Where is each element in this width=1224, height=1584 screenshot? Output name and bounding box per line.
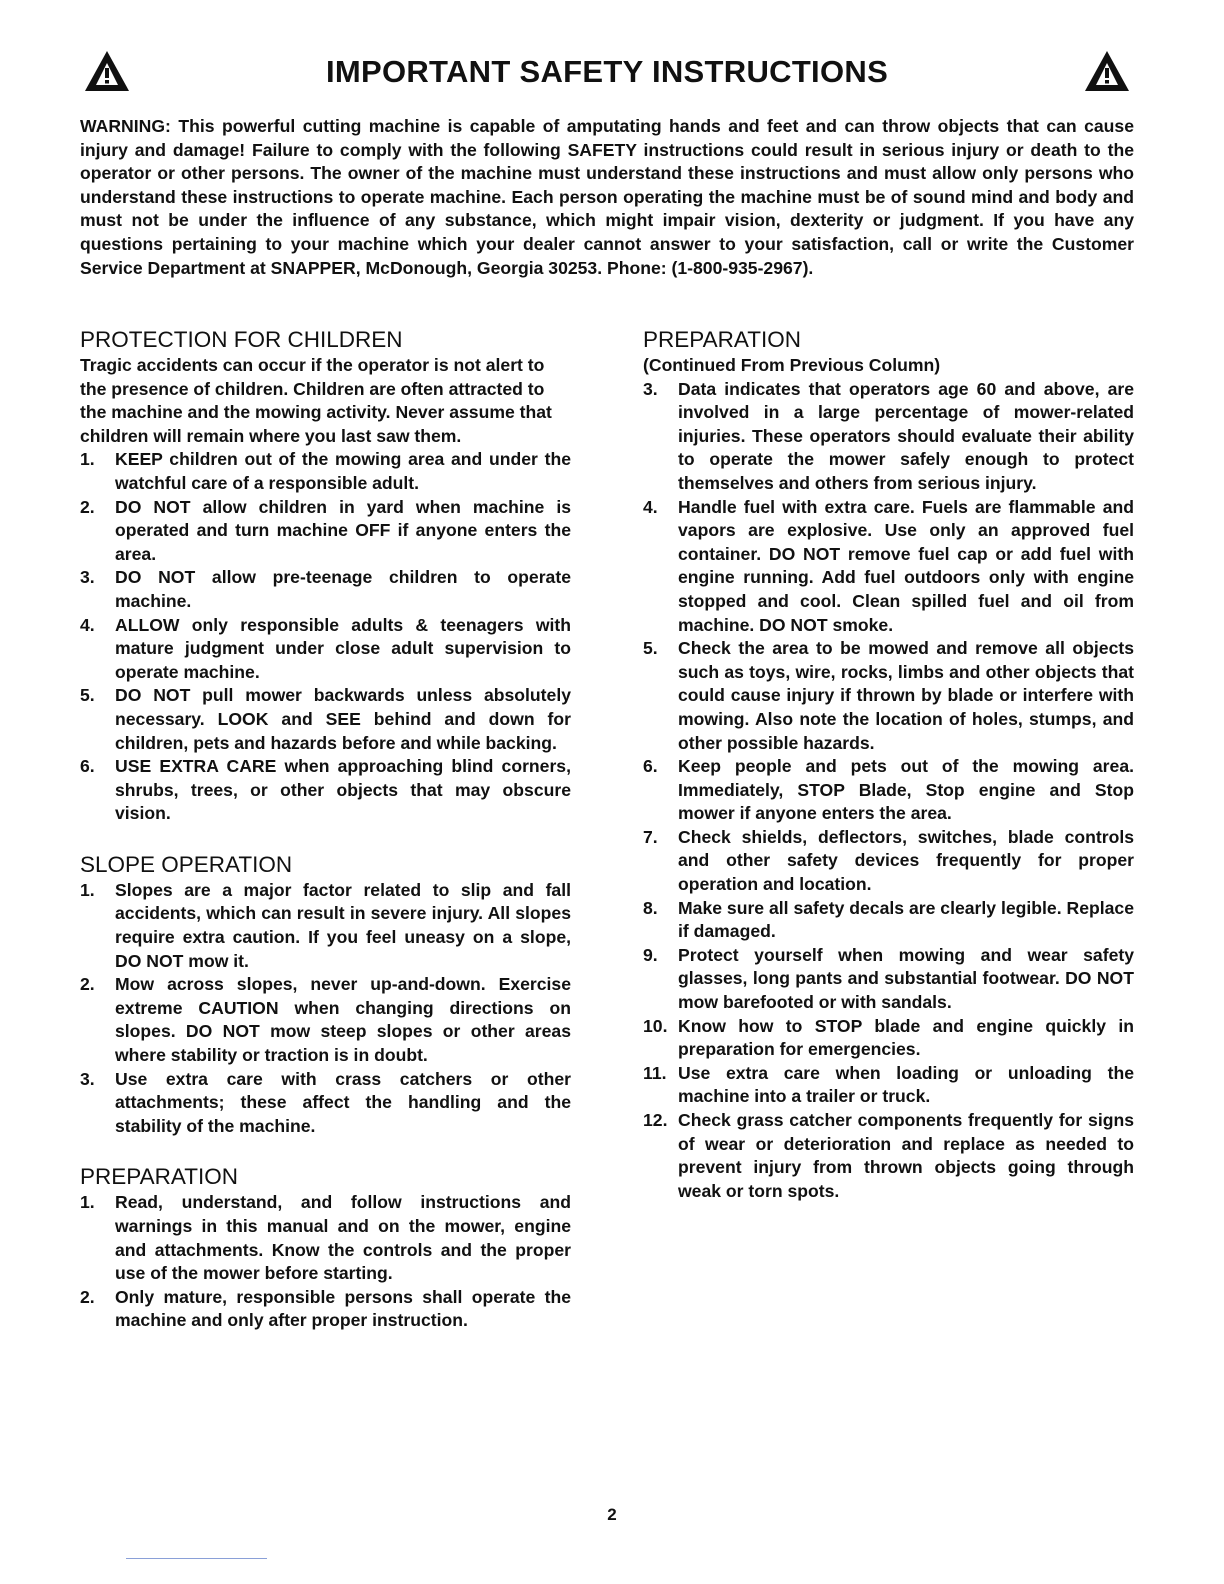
list-item: 3. DO NOT allow pre-teenage children to operate machine.	[80, 567, 571, 611]
list-item: 7. Check shields, deflectors, switches, blade controls and other safety devices frequently for proper operation and location.	[643, 826, 1134, 895]
list-item: 8. Make sure all safety decals are clearly legible. Replace if damaged.	[643, 897, 1134, 942]
footer-rule	[126, 1558, 267, 1559]
warning-triangle-icon	[1084, 50, 1130, 92]
list-item: 4. ALLOW only responsible adults & teenagers with mature judgment under close adult supervision to operate machine.	[80, 614, 571, 682]
preparation-list	[80, 1191, 571, 1333]
list-item: 12. Check grass catcher components frequently for signs of wear or deterioration and replace as needed to prevent injury from thrown objects going through weak or torn spots.	[643, 1110, 1134, 1201]
list-item: 10. Know how to STOP blade and engine quickly in preparation for emergencies.	[643, 1015, 1134, 1060]
page-number: 2	[607, 1505, 617, 1524]
left-column	[80, 326, 571, 1358]
protection-section	[80, 326, 571, 826]
list-item: 6. USE EXTRA CARE when approaching blind corners, shrubs, trees, or other objects that may obscure vision.	[80, 756, 571, 824]
list-item: 4. Handle fuel with extra care. Fuels are flammable and vapors are explosive. Use only an approved fuel container. DO NOT remove fuel cap or add fuel with engine running. Add fuel outdoors only with engine stopped and cool. Clean spilled fuel and oil from machine. DO NOT smoke.	[643, 496, 1134, 635]
list-item: 1. Slopes are a major factor related to slip and fall accidents, which can result in severe injury. All slopes require extra caution. If you feel uneasy on a slope, DO NOT mow it.	[80, 879, 571, 971]
page-title: IMPORTANT SAFETY INSTRUCTIONS	[325, 54, 889, 89]
list-item: 5. Check the area to be mowed and remove all objects such as toys, wire, rocks, limbs and other objects that could cause injury if thrown by blade or interfere with mowing. Also note the location of holes, stumps, and other possible hazards.	[643, 638, 1134, 753]
list-item: 5. DO NOT pull mower backwards unless absolutely necessary. LOOK and SEE behind and down for children, pets and hazards before and while backing.	[80, 685, 571, 753]
right-column	[643, 326, 1134, 1228]
preparation-section	[80, 1163, 571, 1333]
slope-section	[80, 851, 571, 1139]
preparation-continued-list	[643, 378, 1134, 1204]
slope-list	[80, 879, 571, 1139]
protection-heading: PROTECTION FOR CHILDREN	[80, 327, 403, 352]
continued-note: (Continued From Previous Column)	[643, 355, 941, 375]
warning-intro: WARNING: This powerful cutting machine is capable of amputating hands and feet and can throw objects that can cause injury and damage! Failure to comply with the following SAFETY instructions could result in serious injury or death to the operator or other persons. The owner of the machine must understand these instructions and must allow only persons who understand these instructions to operate machine. Each person operating the machine must be of sound mind and body and must not be under the influence of any substance, which might impair vision, dexterity or judgment. If you have any questions pertaining to your machine which your dealer cannot answer to your satisfaction, call or write the Customer Service Department at SNAPPER, McDonough, Georgia 30253. Phone: (1-800-935-2967).	[80, 116, 1134, 278]
preparation-continued-section	[643, 326, 1134, 1203]
list-item: 2. Only mature, responsible persons shall operate the machine and only after proper instruction.	[80, 1286, 571, 1331]
preparation-heading: PREPARATION	[80, 1164, 238, 1190]
preparation-continued-heading: PREPARATION	[643, 327, 801, 352]
list-item: 3. Use extra care with crass catchers or other attachments; these affect the handling and the stability of the machine.	[80, 1068, 571, 1136]
list-item: 2. Mow across slopes, never up-and-down. Exercise extreme CAUTION when changing directions on slopes. DO NOT mow steep slopes or other areas where stability or traction is in doubt.	[80, 974, 571, 1066]
slope-heading: SLOPE OPERATION	[80, 851, 293, 877]
list-item: 11. Use extra care when loading or unloading the machine into a trailer or truck.	[643, 1062, 1134, 1107]
list-item: 3. Data indicates that operators age 60 and above, are involved in a large percentage of mower-related injuries. These operators should evaluate their ability to operate the mower safely enough to protect themselves and others from serious injury.	[643, 378, 1134, 493]
protection-list	[80, 448, 571, 826]
list-item: 1. Read, understand, and follow instructions and warnings in this manual and on the mower, engine and attachments. Know the controls and the proper use of the mower before starting.	[80, 1192, 571, 1284]
list-item: 1. KEEP children out of the mowing area and under the watchful care of a responsible adult.	[80, 449, 571, 493]
list-item: 9. Protect yourself when mowing and wear safety glasses, long pants and substantial footwear. DO NOT mow barefooted or with sandals.	[643, 944, 1134, 1013]
protection-paragraph: Tragic accidents can occur if the operator is not alert to the presence of children. Children are often attracted to the machine and the mowing activity. Never assume that children will remain where you last saw them.	[80, 355, 552, 446]
page-header	[80, 48, 1134, 100]
list-item: 2. DO NOT allow children in yard when machine is operated and turn machine OFF if anyone enters the area.	[80, 496, 571, 564]
list-item: 6. Keep people and pets out of the mowing area. Immediately, STOP Blade, Stop engine and Stop mower if anyone enters the area.	[643, 756, 1134, 824]
